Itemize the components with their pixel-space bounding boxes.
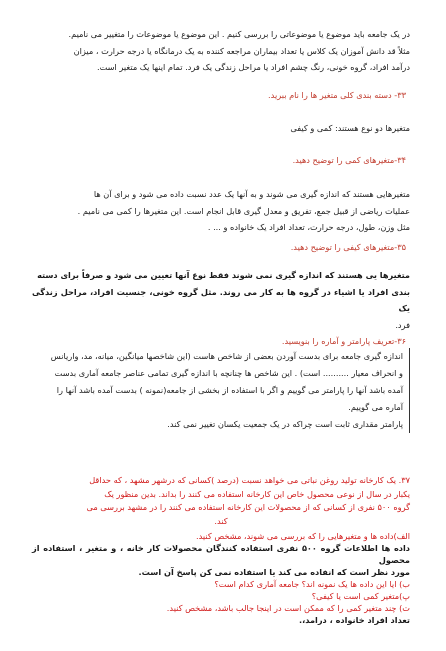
part-d-answer: تعداد افراد خانواده ، درامد،. bbox=[299, 615, 410, 625]
question-line: کند. bbox=[214, 515, 228, 526]
answer-line: پارامتر مقداری ثابت است چراکه در یک جمعیت یکسان تغییر نمی کند. bbox=[167, 419, 403, 429]
question-37-parts bbox=[32, 530, 410, 626]
question-34-answer bbox=[32, 186, 410, 236]
answer-line: مثل وزن، طول، درجه حرارت، تعداد افراد یک خانواده و ... . bbox=[207, 222, 410, 232]
question-35-answer bbox=[32, 267, 410, 333]
answer-line: فرد. bbox=[395, 319, 410, 330]
answer-line: عملیات ریاضی از قبیل جمع، تفریق و معدل گیری قابل انجام است. این متغیرها را کمی می نامیم . bbox=[77, 205, 410, 216]
question-line: گروه ۵۰۰ نفری از کسانی که از محصولات این کارخانه استفاده می کنند را در مشهد بررسی می bbox=[86, 502, 410, 512]
part-b-question: ب) ایا این داده ها یک نمونه اند؟ جامعه آماری کدام است؟ bbox=[214, 579, 410, 589]
question-line: یکبار در سال از نوعی محصول خاص این کارخانه استفاده می کنند را بداند. بدین منظور یک bbox=[104, 488, 410, 499]
question-33-title: ۳۳- دسته بندی کلی متغیر ها را نام ببرید. bbox=[268, 90, 406, 100]
question-36-title: ۳۶-تعریف پارامتر و آماره را بنویسید. bbox=[281, 336, 406, 346]
part-a-answer: مورد نظر است که انفاده می کند یا استفاده نمی کن پاسخ آن است. bbox=[138, 567, 410, 577]
part-a-question: الف)داده ها و متغیرهایی را که بررسی می شوند، مشخص کنید. bbox=[195, 531, 410, 541]
part-c-question: پ)متغیر کمی است یا کیفی؟ bbox=[311, 591, 410, 601]
part-d-question: ت) چند متغیر کمی را که ممکن است در اینجا جالب باشد، مشخص کنید. bbox=[166, 603, 410, 613]
question-36-answer bbox=[32, 348, 410, 433]
answer-line: بندی افراد یا اشیاء در گروه ها به کار می روند. مثل گروه خونی، جنسیت افراد، مراحل زندگی یک bbox=[32, 286, 410, 313]
question-33-answer: متغیرها دو نوع هستند: کمی و کیفی bbox=[290, 123, 410, 133]
answer-line: آماره می گوییم. bbox=[348, 402, 403, 412]
question-35-title: ۳۵-متغیرهای کیفی را توضیح دهید. bbox=[290, 242, 406, 252]
answer-line: و انحراف معیار .......... است) . این شاخص ها چنانچه با اندازه گیری تمامی عناصر جامعه آماری بدست bbox=[54, 368, 403, 378]
intro-line: درآمد افراد، گروه خونی، رنگ چشم افراد یا مراحل زندگی یک فرد. تمام اینها یک متغیر است. bbox=[97, 62, 410, 72]
part-a-answer: داده ها اطلاعات گروه ۵۰۰ نفری استفاده کنندگان محصولات کار خانه ، و متغیر ، استفاده از محصول bbox=[32, 543, 411, 565]
question-line: ۳۷. یک کارخانه تولید روغن نباتی می خواهد نسبت (درصد )کسانی که درشهر مشهد ، که حداقل bbox=[89, 475, 410, 485]
question-37-text bbox=[32, 474, 410, 528]
question-34-title: ۳۴-متغیرهای کمی را توضیح دهید. bbox=[292, 155, 406, 165]
intro-line: مثلاً قد دانش آموزان یک کلاس یا تعداد بیماران مراجعه کننده به یک درمانگاه یا درجه حرارت ، میزان bbox=[73, 45, 410, 56]
answer-line: متغیرهایی هستند که اندازه گیری می شوند و به آنها یک عدد نسبت داده می شود و برای آن ها bbox=[93, 189, 410, 199]
intro-line: در یک جامعه باید موضوع یا موضوعاتی را بررسی کنیم . این موضوع یا موضوعات را متغییر می نامیم. bbox=[68, 29, 410, 39]
intro-paragraph bbox=[32, 26, 410, 76]
answer-line: اندازه گیری جامعه برای بدست آوردن بعضی از شاخص هاست (این شاخصها میانگین، میانه، مد، واریانس bbox=[50, 351, 403, 361]
answer-line: متغیرها یی هستند که اندازه گیری نمی شوند فقط نوع آنها تعیین می شود و صرفاً برای دسته bbox=[37, 270, 410, 280]
answer-line: آمده باشد آنها را پارامتر می گوییم و اگر با استفاده از بخشی از جامعه(نمونه ) بدست آمده باشد آنها را bbox=[56, 385, 403, 395]
